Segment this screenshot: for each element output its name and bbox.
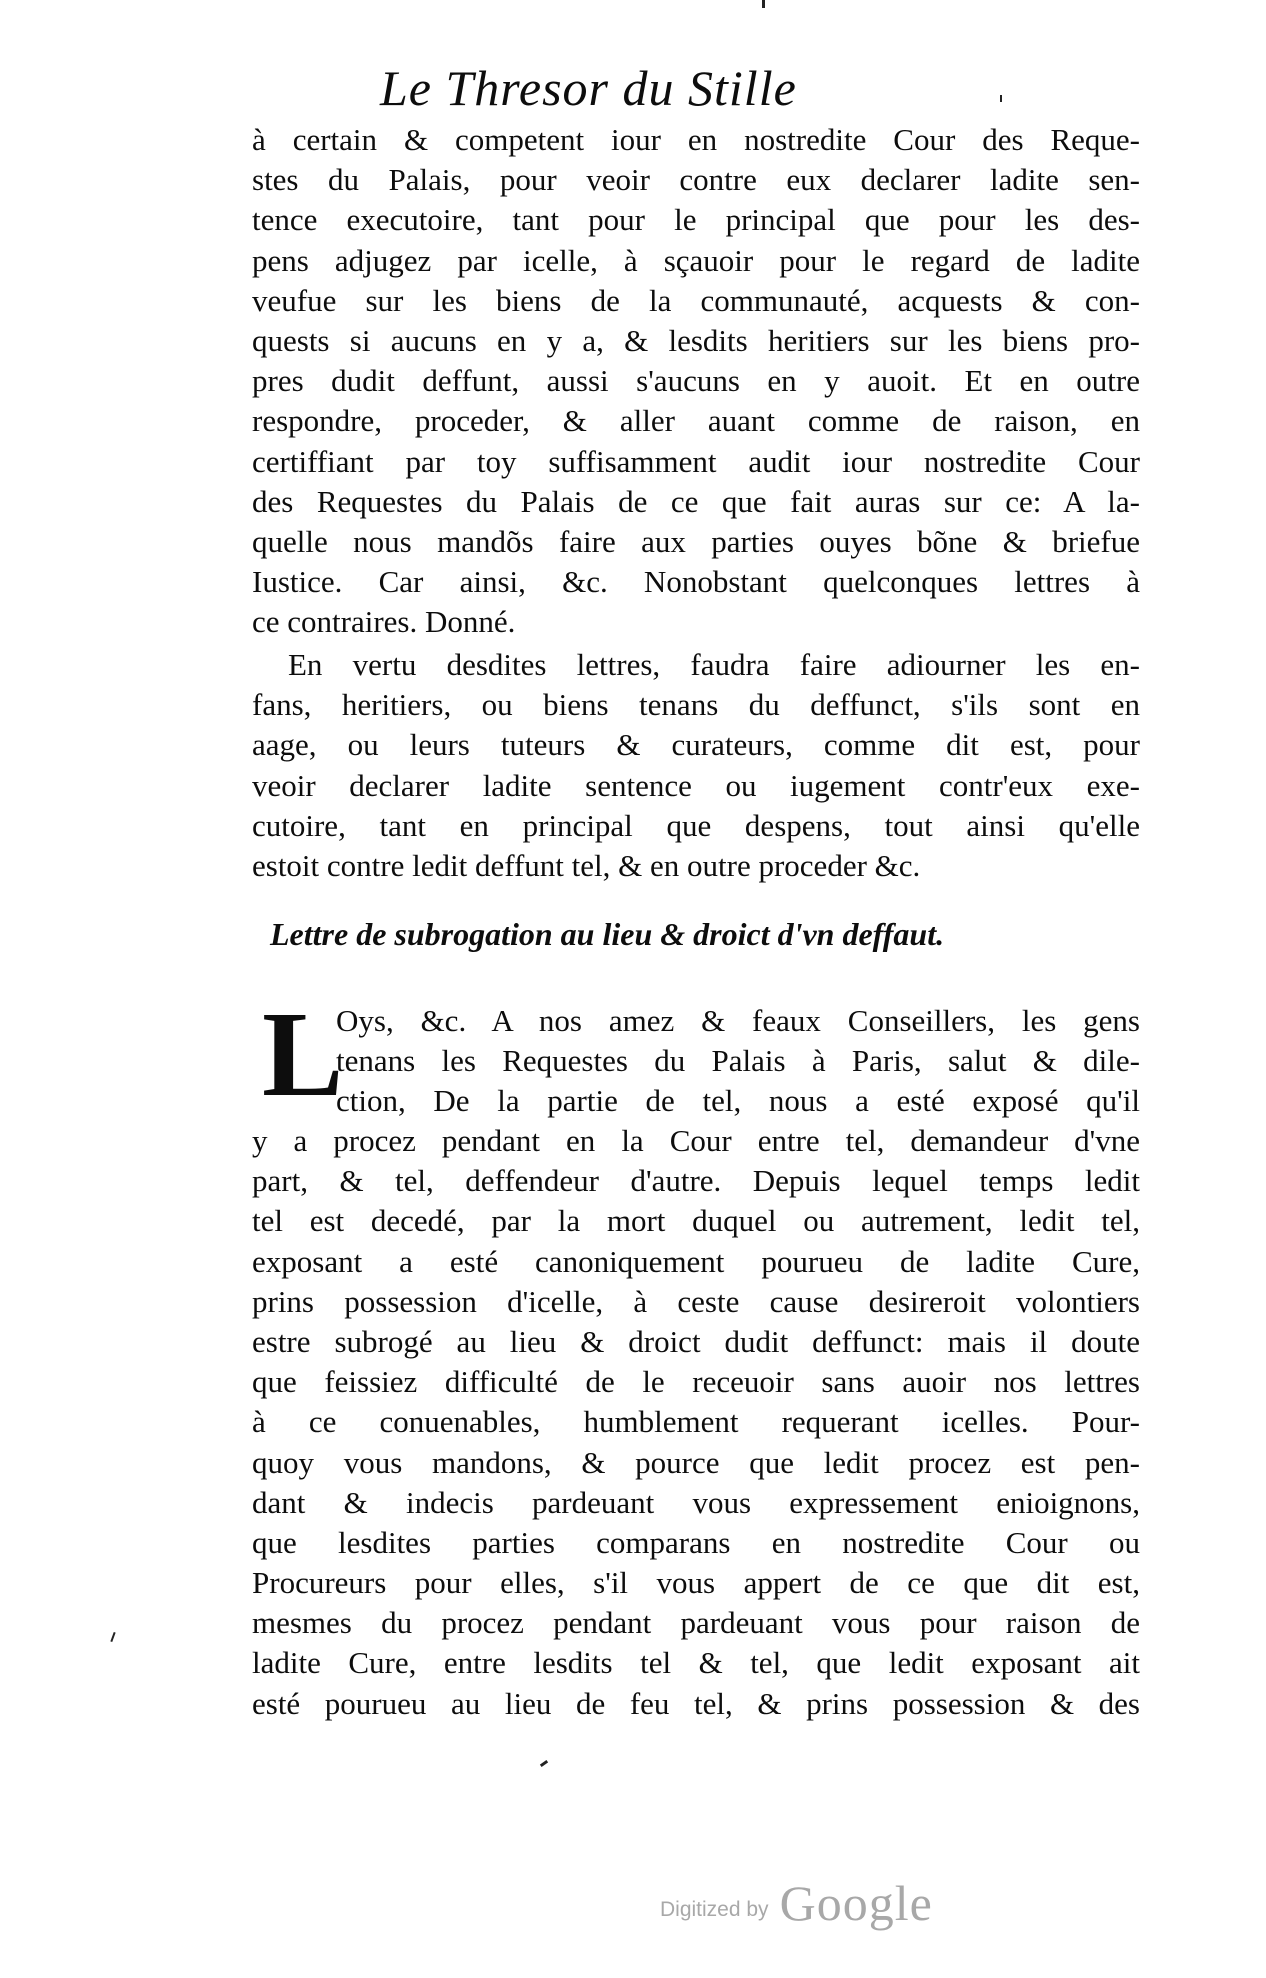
text-line: En vertu desdites lettres, faudra faire adiourner les en- — [288, 647, 1140, 682]
drop-cap: L — [262, 987, 344, 1122]
text-line: que feissiez difficulté de le receuoir sans auoir nos lettres — [252, 1364, 1140, 1400]
text-line: y a procez pendant en la Cour entre tel, demandeur d'vne — [252, 1123, 1140, 1158]
ink-speck — [540, 1760, 548, 1767]
text-line: pres dudit deffunt, aussi s'aucuns en y auoit. Et en outre — [252, 363, 1140, 399]
ink-speck — [110, 1632, 115, 1642]
ink-speck — [762, 0, 765, 8]
text-line: à certain & competent iour en nostredite Cour des Reque- — [252, 122, 1140, 157]
text-line: stes du Palais, pour veoir contre eux declarer ladite sen- — [252, 162, 1140, 198]
text-line: des Requestes du Palais de ce que fait auras sur ce: A la- — [252, 483, 1140, 519]
text-line: estoit contre ledit deffunt tel, & en outre proceder &c. — [252, 847, 921, 883]
section-heading: Lettre de subrogation au lieu & droict d'vn deffaut. — [270, 916, 945, 952]
text-line: Procureurs pour elles, s'il vous appert de ce que dit est, — [252, 1565, 1140, 1601]
text-line: veufue sur les biens de la communauté, acquests & con- — [252, 282, 1140, 318]
text-line: estre subrogé au lieu & droict dudit deffunct: mais il doute — [252, 1323, 1140, 1359]
text-line: que lesdites parties comparans en nostredite Cour ou — [252, 1524, 1140, 1560]
paragraph-1 — [252, 120, 1140, 642]
text-line: pens adjugez par icelle, à sçauoir pour le regard de ladite — [252, 242, 1140, 278]
digitization-watermark — [660, 1874, 933, 1934]
text-line: Oys, &c. A nos amez & feaux Conseillers, les gens — [336, 1003, 1140, 1038]
text-line: veoir declarer ladite sentence ou iugement contr'eux exe- — [252, 767, 1140, 803]
paragraph-3-opening — [336, 1001, 1140, 1122]
text-line: respondre, proceder, & aller auant comme de raison, en — [252, 403, 1140, 439]
watermark-prefix: Digitized by — [660, 1898, 769, 1921]
text-line: tel est decedé, par la mort duquel ou autrement, ledit tel, — [252, 1203, 1140, 1239]
text-line: quests si aucuns en y a, & lesdits heritiers sur les biens pro- — [252, 322, 1140, 358]
text-line: quoy vous mandons, & pource que ledit procez est pen- — [252, 1444, 1140, 1480]
text-line: quelle nous mandõs faire aux parties ouyes bõne & briefue — [252, 523, 1140, 559]
text-line: fans, heritiers, ou biens tenans du deffunct, s'ils sont en — [252, 687, 1140, 723]
text-line: ction, De la partie de tel, nous a esté exposé qu'il — [336, 1083, 1140, 1119]
text-line: aage, ou leurs tuteurs & curateurs, comme dit est, pour — [252, 727, 1140, 763]
text-line: ce contraires. Donné. — [252, 604, 516, 640]
text-line: Iustice. Car ainsi, &c. Nonobstant quelconques lettres à — [252, 564, 1140, 600]
paragraph-3-body — [252, 1121, 1140, 1724]
text-line: exposant a esté canoniquement pourueu de ladite Cure, — [252, 1243, 1140, 1279]
text-line: dant & indecis pardeuant vous expressement enioignons, — [252, 1484, 1140, 1520]
running-head: Le Thresor du Stille — [380, 60, 797, 116]
text-line: à ce conuenables, humblement requerant icelles. Pour- — [252, 1404, 1140, 1440]
text-line: certiffiant par toy suffisamment audit iour nostredite Cour — [252, 443, 1140, 479]
paragraph-2 — [252, 645, 1140, 886]
text-line: prins possession d'icelle, à ceste cause desireroit volontiers — [252, 1283, 1140, 1319]
text-line: tenans les Requestes du Palais à Paris, salut & dile- — [336, 1043, 1140, 1079]
text-line: part, & tel, deffendeur d'autre. Depuis lequel temps ledit — [252, 1163, 1140, 1199]
text-line: mesmes du procez pendant pardeuant vous pour raison de — [252, 1605, 1140, 1641]
text-line: esté pourueu au lieu de feu tel, & prins possession & des — [252, 1685, 1140, 1721]
watermark-brand: Google — [779, 1875, 933, 1931]
ink-speck — [1000, 95, 1002, 102]
text-line: ladite Cure, entre lesdits tel & tel, que ledit exposant ait — [252, 1645, 1140, 1681]
text-line: cutoire, tant en principal que despens, tout ainsi qu'elle — [252, 807, 1140, 843]
text-line: tence executoire, tant pour le principal que pour les des- — [252, 202, 1140, 238]
